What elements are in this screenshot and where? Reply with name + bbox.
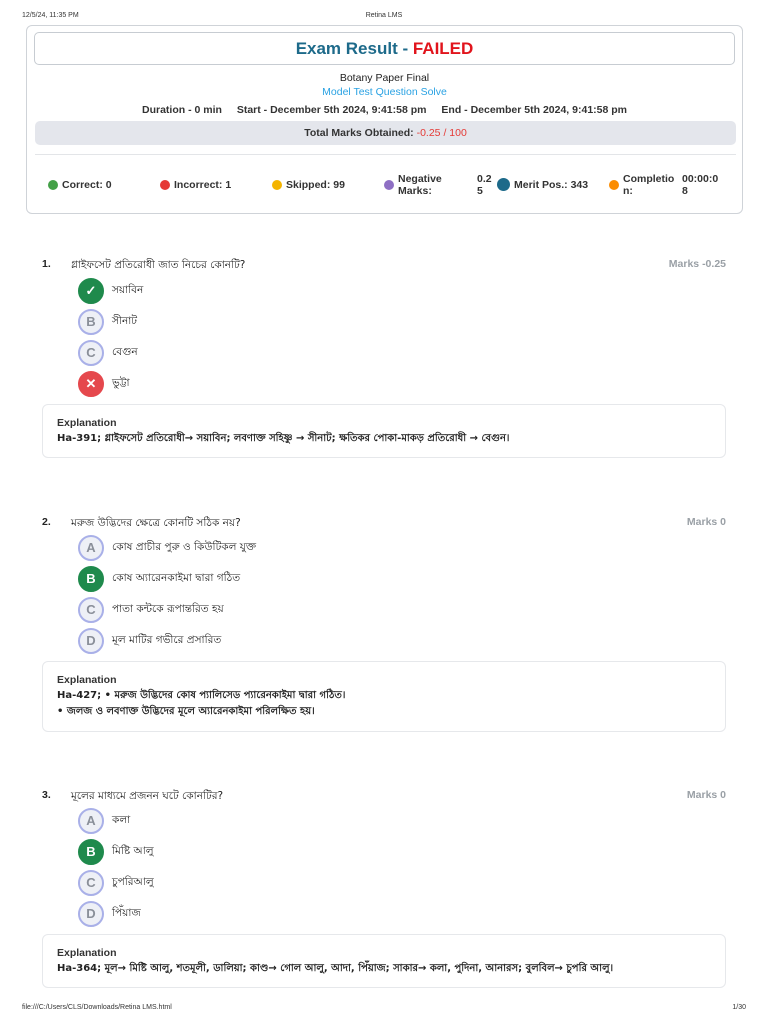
skip-circle-icon (272, 180, 282, 190)
question-marks: Marks 0 (686, 789, 726, 801)
option-badge: C (78, 870, 104, 896)
start-time: Start - December 5th 2024, 9:41:58 pm (236, 104, 427, 116)
option-badge: C (78, 340, 104, 366)
option-text: চুপরিআলু (112, 876, 154, 888)
duration: Duration - 0 min (141, 104, 222, 116)
option-b (78, 309, 478, 335)
explanation-line: Ha-391; গ্লাইফসেট প্রতিরোধী→ সয়াবিন; লবণাক্ত সহিষ্ণু → সীনাট; ক্ষতিকর পোকা-মাকড় প্রতিরোধী → বেগুন। (57, 433, 510, 444)
option-a (78, 278, 478, 304)
exam-timing (27, 104, 742, 116)
result-title-text: Exam Result - (295, 39, 413, 58)
end-time: End - December 5th 2024, 9:41:58 pm (441, 104, 627, 116)
option-text: মূল মাটির গভীরে প্রসারিত (112, 634, 222, 646)
option-c (78, 870, 478, 896)
paper-subtitle: Model Test Question Solve (322, 86, 447, 98)
print-header (0, 12, 768, 22)
clock-icon (609, 180, 619, 190)
check-icon: ✓ (78, 278, 104, 304)
check-circle-icon (48, 180, 58, 190)
option-d (78, 901, 478, 927)
question-2 (0, 516, 768, 736)
option-b (78, 566, 478, 592)
explanation-line: • জলজ ও লবণাক্ত উদ্ভিদের মূলে অ্যারেনকাইমা পরিলক্ষিত হয়। (57, 706, 315, 717)
option-badge: B (78, 566, 104, 592)
print-datetime: 12/5/24, 11:35 PM (22, 12, 79, 19)
option-d (78, 371, 478, 397)
explanation-title: Explanation (57, 947, 117, 959)
file-path: file:///C:/Users/CLS/Downloads/Retina LMS.html (22, 1004, 172, 1011)
question-text: মূলের মাধ্যমে প্রজনন ঘটে কোনটির? (71, 790, 224, 802)
option-text: পাতা কন্টকে রূপান্তরিত হয় (112, 603, 224, 615)
page-count: 1/30 (732, 1004, 746, 1011)
total-marks-bar (35, 121, 736, 145)
explanation-title: Explanation (57, 417, 117, 429)
option-text: কোষ অ্যারেনকাইমা দ্বারা গঠিত (112, 572, 241, 584)
option-badge: B (78, 839, 104, 865)
total-marks-label: Total Marks Obtained: (304, 127, 417, 139)
question-number: 2. (42, 516, 51, 528)
cross-circle-icon (160, 180, 170, 190)
divider (35, 154, 736, 155)
option-badge: B (78, 309, 104, 335)
option-text: সয়াবিন (112, 284, 144, 296)
stat-incorrect-label: Incorrect: 1 (174, 179, 232, 191)
option-text: বেগুন (112, 346, 138, 358)
question-text: মরুজ উদ্ভিদের ক্ষেত্রে কোনটি সঠিক নয়? (71, 517, 241, 529)
stat-merit-label: Merit Pos.: 343 (514, 179, 589, 191)
option-badge: D (78, 901, 104, 927)
option-text: সীনাট (112, 315, 137, 327)
stat-completion-label: Completion: (623, 173, 675, 197)
people-icon (497, 178, 510, 191)
explanation-box (42, 661, 726, 732)
option-c (78, 340, 478, 366)
stat-negative-label: Negative Marks: (398, 173, 442, 197)
option-badge: C (78, 597, 104, 623)
print-page-title: Retina LMS (365, 12, 403, 19)
option-badge: A (78, 535, 104, 561)
option-badge: A (78, 808, 104, 834)
explanation-title: Explanation (57, 674, 117, 686)
question-text: গ্লাইফসেট প্রতিরোধী জাত নিচের কোনটি? (71, 259, 246, 271)
option-c (78, 597, 478, 623)
paper-name: Botany Paper Final (339, 72, 430, 84)
question-1 (0, 258, 768, 463)
option-text: ভুট্টা (112, 377, 130, 389)
option-text: পিঁয়াজ (112, 907, 141, 919)
option-text: কোষ প্রাচীর পুরু ও কিউটিকল যুক্ত (112, 541, 257, 553)
explanation-line: Ha-427; • মরুজ উদ্ভিদের কোষ প্যালিসেড প্যারেনকাইমা দ্বারা গঠিত। (57, 690, 346, 701)
question-3 (0, 789, 768, 994)
explanation-line: Ha-364; মূল→ মিষ্টি আলু, শতমূলী, ডালিয়া; কাণ্ড→ গোল আলু, আদা, পিঁয়াজ; সাকার→ কলা, পুদিনা, আনারস; বুলবিল→ চুপরি আলু। (57, 963, 614, 974)
option-a (78, 535, 478, 561)
option-d (78, 628, 478, 654)
question-number: 1. (42, 258, 51, 270)
cross-icon: ✕ (78, 371, 104, 397)
question-number: 3. (42, 789, 51, 801)
result-title (34, 32, 735, 65)
question-marks: Marks -0.25 (668, 258, 726, 270)
result-status: FAILED (412, 39, 474, 58)
option-text: কলা (112, 814, 131, 826)
stat-correct-label: Correct: 0 (62, 179, 112, 191)
stat-negative-value: 0.25 (477, 173, 492, 197)
total-marks-value: -0.25 / 100 (416, 127, 467, 139)
stat-completion-value: 00:00:08 (682, 173, 719, 197)
option-a (78, 808, 478, 834)
option-badge: D (78, 628, 104, 654)
explanation-box (42, 404, 726, 458)
stat-skipped-label: Skipped: 99 (286, 179, 345, 191)
minus-circle-icon (384, 180, 394, 190)
explanation-box (42, 934, 726, 988)
option-b (78, 839, 478, 865)
question-marks: Marks 0 (686, 516, 726, 528)
option-text: মিষ্টি আলু (112, 845, 154, 857)
result-summary-card (26, 25, 743, 214)
